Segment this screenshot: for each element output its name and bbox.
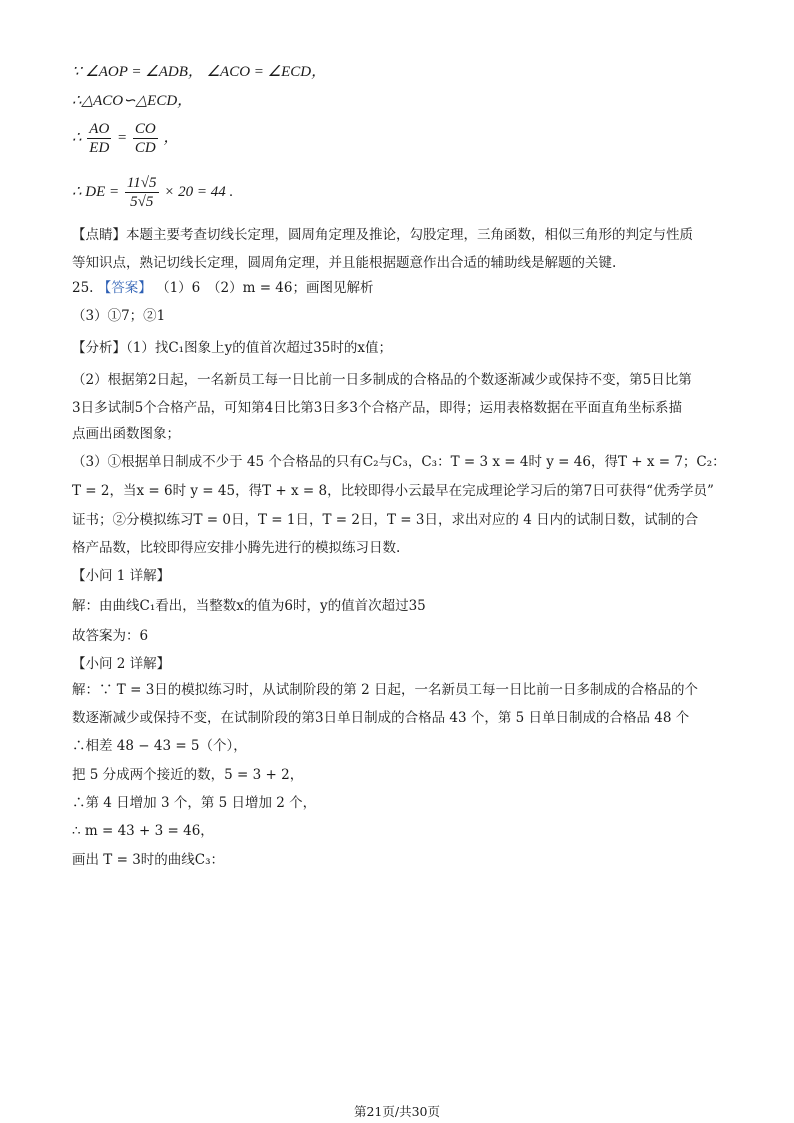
- proportion-equation: ∴ $\frac{AO}{ED}$ = $\frac{CO}{CD}$ ，: [72, 121, 179, 157]
- subsection-heading: 【小问 2 详解】: [72, 656, 171, 672]
- text-line: T = 2，当x = 6时 y = 45，得T + x = 8，比较即得小云最早在完成理论学习后的第7日可获得“优秀学员”: [72, 483, 714, 499]
- answer-tag: 【答案】: [97, 280, 152, 296]
- text-line: ∴ m = 43 + 3 = 46，: [72, 823, 214, 839]
- text-line: ∴第 4 日增加 3 个，第 5 日增加 2 个，: [72, 795, 317, 811]
- text-line: 格产品数，比较即得应安排小腾先进行的模拟练习日数.: [72, 540, 401, 556]
- text-line: 【分析】（1）找C₁图象上y的值首次超过35时的x值；: [72, 340, 392, 356]
- therefore-symbol: ∴: [72, 130, 82, 146]
- fraction-ao-ed: $\frac{AO}{ED}$: [89, 121, 110, 157]
- text-line: 数逐渐减少或保持不变，在试制阶段的第3日单日制成的合格品 43 个，第 5 日单日制成的合格品 48 个: [72, 710, 690, 726]
- text-line: 故答案为：6: [72, 628, 149, 644]
- de-equation: ∴ DE = $\frac{11√5}{5√5}$ × 20 = 44 .: [72, 175, 234, 211]
- text-line: 画出 T = 3时的曲线C₃：: [72, 852, 225, 868]
- text-line: 3日多试制5个合格产品，可知第4日比第3日多3个合格产品，即得；运用表格数据在平面直角坐标系描: [72, 400, 682, 416]
- question-number: 25.: [72, 280, 94, 296]
- fraction-co-cd: $\frac{CO}{CD}$: [134, 121, 156, 157]
- text-line: 把 5 分成两个接近的数，5 = 3 + 2，: [72, 767, 304, 783]
- text-line: ∴△ACO∽△ECD，: [72, 93, 193, 109]
- text-line: 解：由曲线C₁看出，当整数x的值为6时，y的值首次超过35: [72, 598, 426, 614]
- text-line: ∴相差 48 − 43 = 5（个），: [72, 738, 247, 754]
- text-line: 等知识点，熟记切线长定理，圆周角定理，并且能根据题意作出合适的辅助线是解题的关键.: [72, 255, 617, 271]
- text-line: 【点睛】本题主要考查切线长定理，圆周角定理及推论，勾股定理，三角函数，相似三角形的判定与性质: [72, 227, 693, 243]
- text-line: 证书；②分模拟练习T = 0日，T = 1日，T = 2日，T = 3日，求出对应的 4 日内的试制日数，试制的合: [72, 512, 699, 528]
- text-line: （3）①7；②1: [72, 308, 166, 324]
- answer-line: 25. 【答案】 （1）6 （2）m = 46；画图见解析: [72, 280, 374, 296]
- page-footer: 第21页/共30页: [353, 1104, 441, 1119]
- text-line: 解：∵ T = 3日的模拟练习时，从试制阶段的第 2 日起，一名新员工每一日比前一日多制成的合格品的个: [72, 682, 698, 698]
- text-line: 点画出函数图象；: [72, 426, 180, 442]
- text-line: ∵ ∠AOP = ∠ADB， ∠ACO = ∠ECD，: [72, 64, 327, 80]
- fraction-root5: $\frac{11√5}{5√5}$: [126, 175, 157, 211]
- subsection-heading: 【小问 1 详解】: [72, 568, 171, 584]
- text-line: （2）根据第2日起，一名新员工每一日比前一日多制成的合格品的个数逐渐减少或保持不变，第5日比第: [72, 372, 692, 388]
- text-line: （3）①根据单日制成不少于 45 个合格品的只有C₂与C₃，C₃：T = 3 x = 4时 y = 46，得T + x = 7；C₂：: [72, 454, 726, 470]
